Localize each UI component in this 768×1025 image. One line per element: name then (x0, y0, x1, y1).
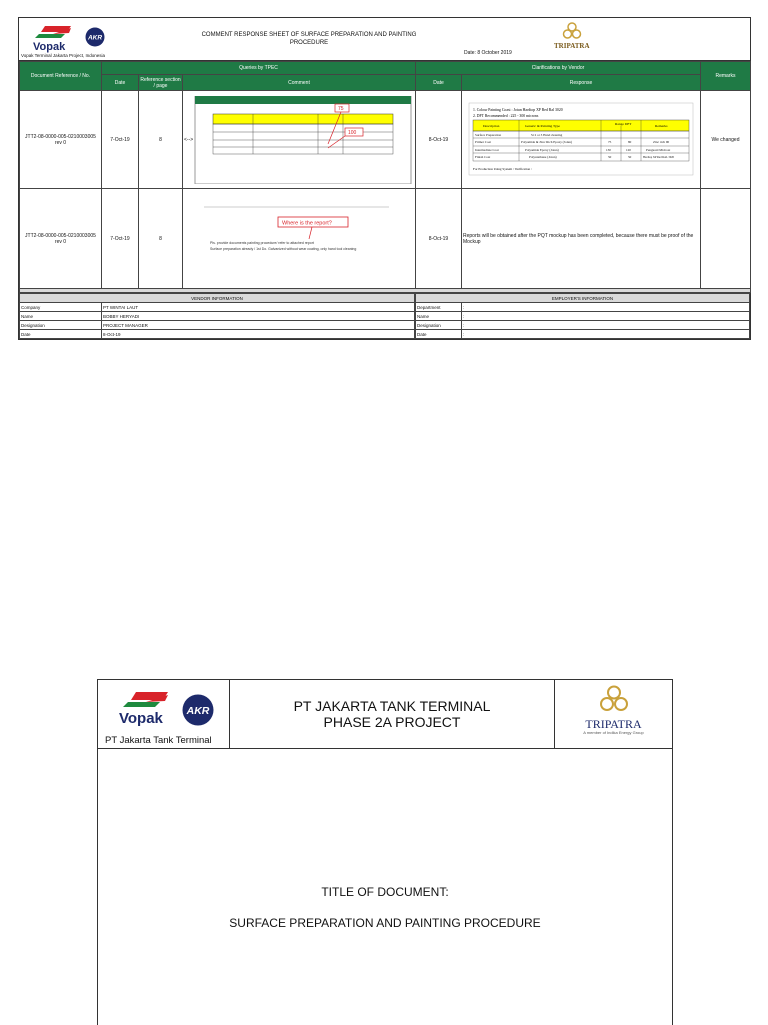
tripatra-wordmark: TRIPATRA (585, 717, 642, 731)
document-title: SURFACE PREPARATION AND PAINTING PROCEDURE (229, 916, 541, 930)
vendor-label: Company (20, 303, 102, 312)
clar-date-cell: 8-Oct-19 (416, 91, 462, 189)
vendor-label: Name (20, 312, 102, 321)
resp-thumb-r4d: 50 (628, 154, 632, 159)
response-cell (462, 91, 701, 189)
response-cell: Reports will be obtained after the PQT mockup has been completed, because there must be proof of the Mockup (462, 189, 701, 289)
table-row (20, 312, 415, 321)
reference-cell: 8 (139, 189, 183, 289)
tripatra-logo (554, 22, 590, 50)
cover-logos (98, 680, 230, 748)
employer-label: Designation (416, 321, 462, 330)
company-caption: PT Jakarta Tank Terminal (105, 735, 212, 746)
vopak-logo-icon (31, 24, 81, 54)
col-clarifications-group: Clarifications by Vendor (416, 62, 701, 75)
resp-thumb-r4: Finish Coat (475, 154, 491, 159)
table-row (416, 321, 750, 330)
resp-thumb-r1b: St 2 or 3 Hand cleaning (531, 132, 563, 137)
resp-thumb-r2e: Zinc rich 90 (653, 139, 670, 144)
sheet-header (19, 18, 750, 61)
sheet-header-logos (19, 18, 194, 60)
resp-thumb-r3b: Polyamide Epoxy (Jotun) (525, 147, 559, 152)
akr-logo-icon (182, 694, 214, 726)
vendor-value: PT WINTAI LAUT (102, 303, 415, 312)
akr-wordmark: AKR (87, 34, 103, 42)
col-doc-ref: Document Reference / No. (20, 62, 102, 91)
table-row (20, 321, 415, 330)
comment-line1: Pls. provide documents painting procedure/ refer to attached report (210, 240, 314, 245)
col-response: Response (462, 75, 701, 91)
employer-label: Name (416, 312, 462, 321)
resp-thumb-h4: Remarks (655, 123, 668, 128)
comment-mark-100: 100 (348, 129, 357, 136)
clar-date-cell: 8-Oct-19 (416, 189, 462, 289)
comment-screenshot-thumbnail (193, 96, 413, 184)
resp-thumb-h2: Generic & Painting Type (525, 123, 560, 128)
resp-thumb-r3c: 130 (606, 147, 611, 152)
col-remarks: Remarks (701, 62, 751, 91)
table-row (20, 330, 415, 339)
doc-ref-cell: JTT2-08-0000-005-0210003005 rev 0 (20, 189, 102, 289)
doc-ref-cell: JTT2-08-0000-005-0210003005 rev 0 (20, 91, 102, 189)
reference-cell: 8 (139, 91, 183, 189)
resp-thumb-r3d: 120 (626, 147, 631, 152)
col-query-date: Date (102, 75, 139, 91)
tripatra-rings-icon (561, 22, 583, 40)
cover-header (98, 680, 672, 749)
vendor-value: 8-Oct-19 (102, 330, 415, 339)
tripatra-tagline: A member of Indika Energy Group (583, 730, 644, 735)
resp-thumb-h3: Range DFT (615, 121, 632, 126)
resp-thumb-r2c: 75 (608, 139, 612, 144)
sheet-header-right (424, 18, 750, 60)
vendor-label: Designation (20, 321, 102, 330)
resp-thumb-r2b: Polyamide & Zinc Rich Epoxy (Jotun) (521, 139, 573, 144)
employer-info-table (415, 293, 750, 339)
query-date-cell: 7-Oct-19 (102, 189, 139, 289)
tripatra-wordmark: TRIPATRA (554, 42, 590, 50)
resp-thumb-footer: For Production Using System / Verification : (473, 166, 532, 171)
sheet-title: COMMENT RESPONSE SHEET OF SURFACE PREPARATION AND PAINTING PROCEDURE (201, 32, 417, 46)
comment-bubble: Where is the report? (282, 220, 332, 226)
comment-screenshot-thumbnail (184, 193, 413, 283)
vendor-value: PROJECT MANAGER (102, 321, 415, 330)
resp-thumb-line2: 2. DFT Recommended : 225 - 300 microns (473, 113, 539, 118)
vendor-label: Date (20, 330, 102, 339)
comment-cell (183, 189, 416, 289)
col-comment: Comment (183, 75, 416, 91)
resp-thumb-r2: Primer Coat (475, 139, 492, 144)
comment-line2: Surface preparation already / 1st Do. Galvanized without wear coating, only hand tool cleaning (210, 246, 357, 251)
akr-wordmark: AKR (186, 705, 210, 717)
vopak-wordmark: Vopak (33, 41, 66, 53)
employer-value: : (462, 303, 750, 312)
comment-cell (183, 91, 416, 189)
employer-info-title: EMPLOYER'S INFORMATION (416, 294, 750, 303)
resp-thumb-r3: Intermediate Coat (475, 147, 499, 152)
document-title-label: TITLE OF DOCUMENT: (321, 885, 449, 899)
sheet-date: Date: 8 October 2019 (464, 50, 512, 56)
cover-project-name (230, 680, 555, 748)
resp-thumb-h1: Description (483, 123, 500, 128)
table-row (416, 330, 750, 339)
comment-response-sheet (18, 17, 751, 340)
comment-mark-75: 75 (338, 105, 344, 112)
resp-thumb-r4c: 50 (608, 154, 612, 159)
resp-thumb-r4b: Polyurethane (Jotun) (529, 154, 557, 159)
info-section (19, 293, 750, 339)
cover-page (97, 679, 673, 1025)
col-reference: Reference section / page (140, 76, 181, 89)
query-date-cell: 7-Oct-19 (102, 91, 139, 189)
employer-value: : (462, 321, 750, 330)
project-line1: PT JAKARTA TANK TERMINAL (293, 698, 491, 714)
remarks-cell (701, 189, 751, 289)
table-row (20, 91, 751, 189)
col-clar-date: Date (416, 75, 462, 91)
resp-thumb-r2d: 80 (628, 139, 632, 144)
resp-thumb-line1: 1. Colour Painting Coast : Jotun Hardtop XP Red Ral 3020 (473, 107, 563, 112)
vendor-info-table (19, 293, 415, 339)
project-caption: Vopak Terminal Jakarta Project, Indonesia (21, 53, 105, 58)
table-row (20, 189, 751, 289)
resp-thumb-r1: Surface Preparation (475, 132, 502, 137)
remarks-cell: We changed (701, 91, 751, 189)
akr-logo-icon (85, 27, 105, 47)
project-line2: PHASE 2A PROJECT (323, 714, 461, 730)
employer-label: Date (416, 330, 462, 339)
employer-value: : (462, 312, 750, 321)
response-screenshot-thumbnail (463, 99, 699, 179)
double-arrow-icon: <--> (184, 136, 194, 143)
employer-label: Department (416, 303, 462, 312)
vendor-value: BOBBY HERYADI (102, 312, 415, 321)
table-row (416, 312, 750, 321)
resp-thumb-r4e: Hardtop XP Red RAL 3020 (643, 155, 675, 159)
comment-table (19, 61, 751, 293)
vopak-logo-icon (118, 690, 178, 726)
employer-value: : (462, 330, 750, 339)
cover-tripatra-logo (555, 680, 672, 748)
tripatra-rings-icon (597, 685, 631, 713)
col-queries-group: Queries by TPEC (102, 62, 416, 75)
table-row (416, 303, 750, 312)
resp-thumb-r3e: Penguard Midcoat (646, 147, 671, 152)
vendor-info-title: VENDOR INFORMATION (20, 294, 415, 303)
table-row (20, 303, 415, 312)
vopak-wordmark: Vopak (119, 710, 163, 726)
